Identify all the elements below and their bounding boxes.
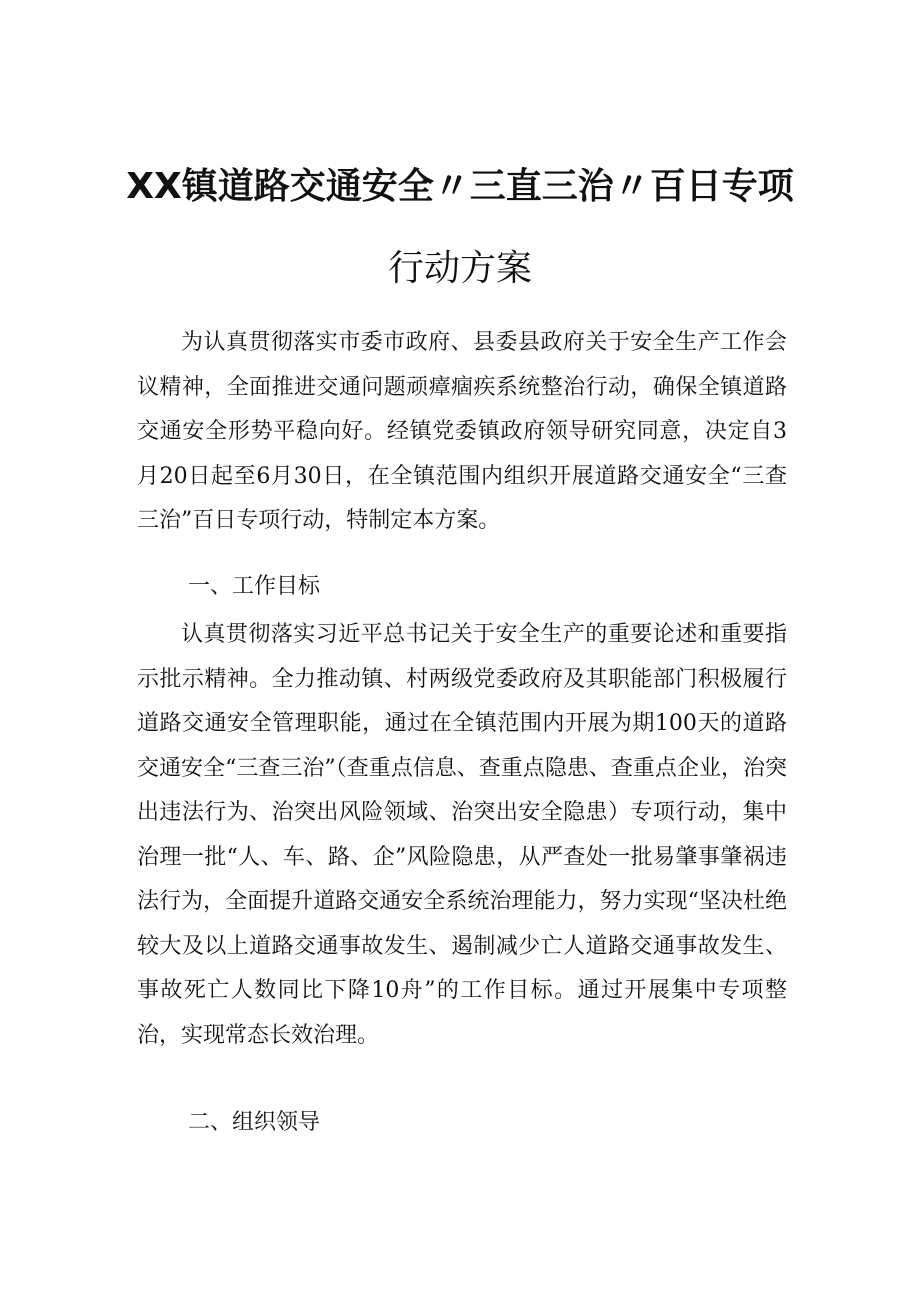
intro-paragraph (137, 321, 787, 544)
document-title-line-2: 行动方案 (387, 248, 532, 289)
goals-text: 认真贯彻落实习近平总书记关于安全生产的重要论述和重要指示批示精神。全力推动镇、村两级党委政府及其职能部门积极履行道路交通安全管理职能，通过在全镇范围内开展为期100天的道路交通安全“三查三治”（查重点信息、查重点隐患、查重点企业，治突出违法行为、治突出风险领域、治突出安全隐患）专项行动，集中治理一批“人、车、路、企”风险隐患，从严查处一批易肇事肇祸违法行为，全面提升道路交通安全系统治理能力，努力实现“坚决杜绝较大及以上道路交通事故发生、遏制减少亡人道路交通事故发生、事故死亡人数同比下降10舟”的工作目标。通过开展集中专项整治，实现常态长效治理。 (137, 622, 787, 1048)
section-heading-goals: 一、工作目标 (188, 574, 321, 599)
section-heading-leadership: 二、组织领导 (188, 1110, 321, 1135)
document-title-line-1: XX镇道路交通安全〃三直三治〃百日专项 (126, 166, 794, 207)
intro-text: 为认真贯彻落实市委市政府、县委县政府关于安全生产工作会议精神，全面推进交通问题顽瘴痼疾系统整治行动，确保全镇道路交通安全形势平稳向好。经镇党委镇政府领导研究同意，决定自3月20日起至6月30日，在全镇范围内组织开展道路交通安全“三查三治”百日专项行动，特制定本方案。 (137, 330, 787, 533)
goals-paragraph (137, 613, 787, 1058)
